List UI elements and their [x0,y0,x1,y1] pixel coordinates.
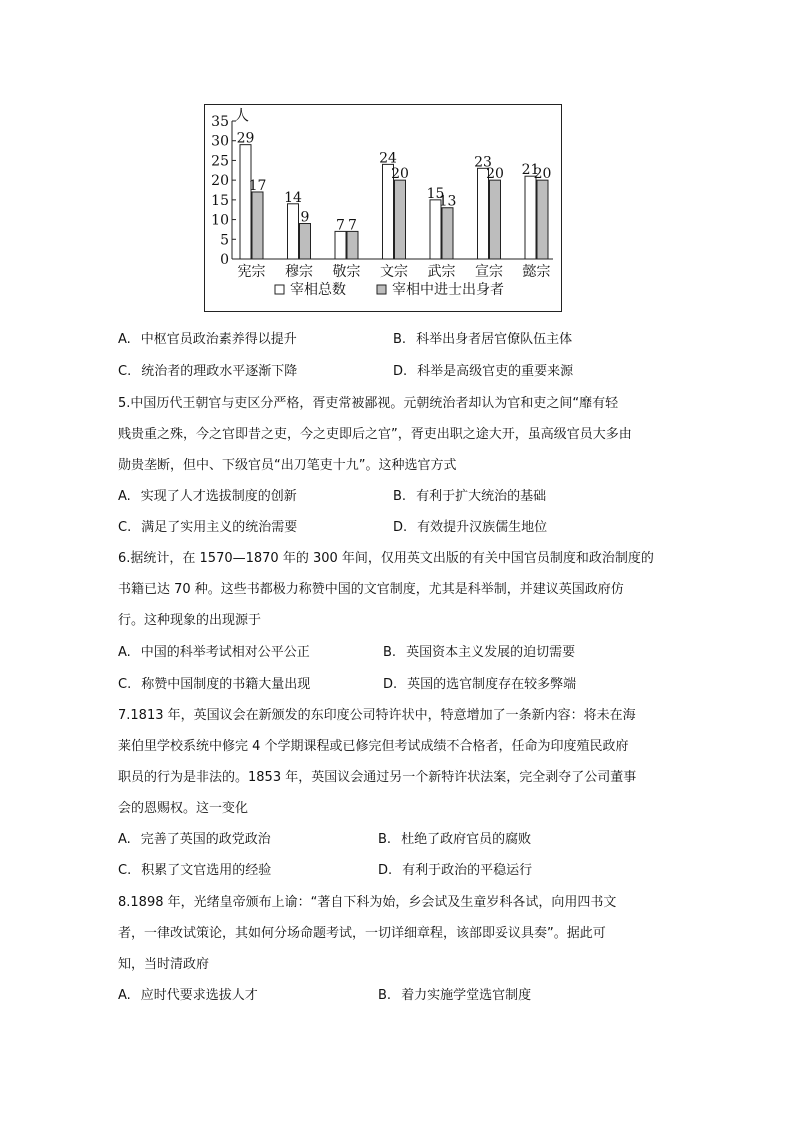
option-text: 英国资本主义发展的迫切需要 [406,645,576,660]
option-letter: B. [393,332,407,347]
y-tick-label: 30 [211,133,229,150]
bar-jinshi [537,180,548,259]
option-text: 着力实施学堂选官制度 [401,988,532,1003]
data-label-jinshi: 20 [533,166,552,183]
q4-option-b[interactable] [393,330,572,350]
option-letter: C. [118,364,132,379]
q5-stem-line-2: 贱贵重之殊，今之官即昔之吏，今之吏即后之官”，胥吏出职之途大开，虽高级官员大多由 [118,427,632,442]
option-text: 英国的选官制度存在较多弊端 [407,677,577,692]
option-text: 中枢官员政治素养得以提升 [140,332,297,347]
bar-jinshi [347,231,358,259]
q8-stem-line-1: 8.1898 年，光绪皇帝颁布上谕：“著自下科为始，乡会试及生童岁科各试，向用四书文 [118,895,617,910]
option-letter: D. [378,863,393,878]
option-text: 应时代要求选拔人才 [140,988,258,1003]
y-unit-label: 人 [234,106,250,124]
bar-total [240,145,251,259]
option-letter: A. [118,988,131,1003]
y-tick-label: 20 [211,173,229,190]
q7-option-b[interactable] [378,830,531,850]
data-label-jinshi: 7 [348,217,357,234]
option-letter: C. [118,677,132,692]
category-label: 敬宗 [332,264,361,280]
q7-option-a[interactable] [118,830,271,850]
q7-option-c[interactable] [118,861,271,881]
category-label: 宪宗 [237,264,266,280]
option-letter: A. [118,332,131,347]
bar-chart [204,104,562,312]
data-label-jinshi: 20 [391,166,409,183]
y-tick-label: 5 [220,232,229,249]
q5-stem-line-1: 5.中国历代王朝官与吏区分严格，胥吏常被鄙视。元朝统治者却认为官和吏之间“靡有轻 [118,396,619,411]
option-letter: A. [118,832,131,847]
option-text: 科举是高级官吏的重要来源 [417,364,574,379]
q4-option-c[interactable] [118,362,297,382]
bar-total [335,231,346,259]
y-tick-label: 25 [211,153,229,170]
q6-option-a[interactable] [118,643,310,663]
bar-total [525,176,536,259]
option-text: 杜绝了政府官员的腐败 [401,832,532,847]
data-label-total: 23 [474,154,492,171]
q7-stem-line-1: 7.1813 年，英国议会在新颁发的东印度公司特许状中，特意增加了一条新内容：将未在海 [118,708,636,723]
bar-jinshi [442,208,453,259]
chart-svg [205,105,563,313]
legend-label-jinshi: 宰相中进士出身者 [392,282,504,298]
q7-stem-line-4: 会的恩赐权。这一变化 [118,801,249,816]
data-label-total: 21 [521,162,540,179]
q7-stem-line-2: 莱伯里学校系统中修完 4 个学期课程或已修完但考试成绩不合格者，任命为印度殖民政府 [118,739,629,754]
data-label-jinshi: 13 [438,193,457,210]
q6-stem-line-1: 6.据统计，在 1570—1870 年的 300 年间，仅用英文出版的有关中国官员制度和政治制度的 [118,551,654,566]
data-label-total: 14 [284,189,302,206]
q5-option-c[interactable] [118,518,297,538]
q4-option-d[interactable] [393,362,573,382]
y-tick-label: 10 [211,212,229,229]
data-label-jinshi: 17 [248,177,267,194]
legend-swatch-jinshi [377,285,386,294]
option-text: 完善了英国的政党政治 [140,832,271,847]
q6-option-b[interactable] [383,643,575,663]
q5-option-b[interactable] [393,487,546,507]
bar-jinshi [252,192,263,259]
bar-jinshi [300,224,311,259]
option-text: 实现了人才选拔制度的创新 [140,489,297,504]
q6-stem-line-3: 行。这种现象的出现源于 [118,613,262,628]
q8-option-a[interactable] [118,986,258,1006]
data-label-jinshi: 9 [300,209,310,226]
q8-stem-line-2: 者，一律改试策论，其如何分场命题考试，一切详细章程，该部即妥议具奏”。据此可 [118,926,606,941]
category-label: 穆宗 [285,264,313,280]
q6-stem-line-2: 书籍已达 70 种。这些书都极力称赞中国的文官制度，尤其是科举制，并建议英国政府仿 [118,582,624,597]
q5-option-a[interactable] [118,487,297,507]
option-letter: D. [383,677,398,692]
q5-stem-line-3: 勋贵垄断，但中、下级官员“出刀笔吏十九”。这种选官方式 [118,458,457,473]
option-letter: D. [393,520,408,535]
category-label: 宣宗 [475,264,503,280]
option-text: 统治者的理政水平逐渐下降 [141,364,298,379]
option-text: 科举出身者居官僚队伍主体 [416,332,573,347]
option-text: 积累了文官选用的经验 [141,863,272,878]
q8-stem-line-3: 知，当时清政府 [118,957,210,972]
option-text: 中国的科举考试相对公平公正 [140,645,310,660]
option-letter: B. [383,645,397,660]
option-letter: B. [378,832,392,847]
data-label-jinshi: 20 [486,166,504,183]
category-label: 武宗 [427,264,456,280]
option-text: 称赞中国制度的书籍大量出现 [141,677,311,692]
q4-option-a[interactable] [118,330,297,350]
y-tick-label: 15 [211,192,229,209]
q8-option-b[interactable] [378,986,531,1006]
option-text: 有利于政治的平稳运行 [402,863,533,878]
data-label-total: 24 [379,150,397,167]
bar-jinshi [395,180,406,259]
bar-total [288,204,299,259]
y-tick-label: 35 [211,114,229,130]
legend-swatch-total [275,285,284,294]
option-letter: B. [378,988,392,1003]
q5-option-d[interactable] [393,518,547,538]
bar-jinshi [490,180,501,259]
q6-option-c[interactable] [118,675,310,695]
data-label-total: 15 [426,185,445,202]
data-label-total: 7 [336,217,345,234]
y-tick-label: 0 [220,252,229,268]
data-label-total: 29 [236,130,255,147]
legend-label-total: 宰相总数 [290,282,346,298]
category-label: 文宗 [380,264,408,280]
option-text: 满足了实用主义的统治需要 [141,520,298,535]
option-letter: C. [118,863,132,878]
option-letter: A. [118,489,131,504]
category-label: 懿宗 [522,264,551,280]
option-letter: B. [393,489,407,504]
option-text: 有效提升汉族儒生地位 [417,520,548,535]
option-letter: C. [118,520,132,535]
q6-option-d[interactable] [383,675,576,695]
option-letter: A. [118,645,131,660]
q7-option-d[interactable] [378,861,532,881]
option-letter: D. [393,364,408,379]
option-text: 有利于扩大统治的基础 [416,489,547,504]
q7-stem-line-3: 职员的行为是非法的。1853 年，英国议会通过另一个新特许状法案，完全剥夺了公司董事 [118,770,637,785]
